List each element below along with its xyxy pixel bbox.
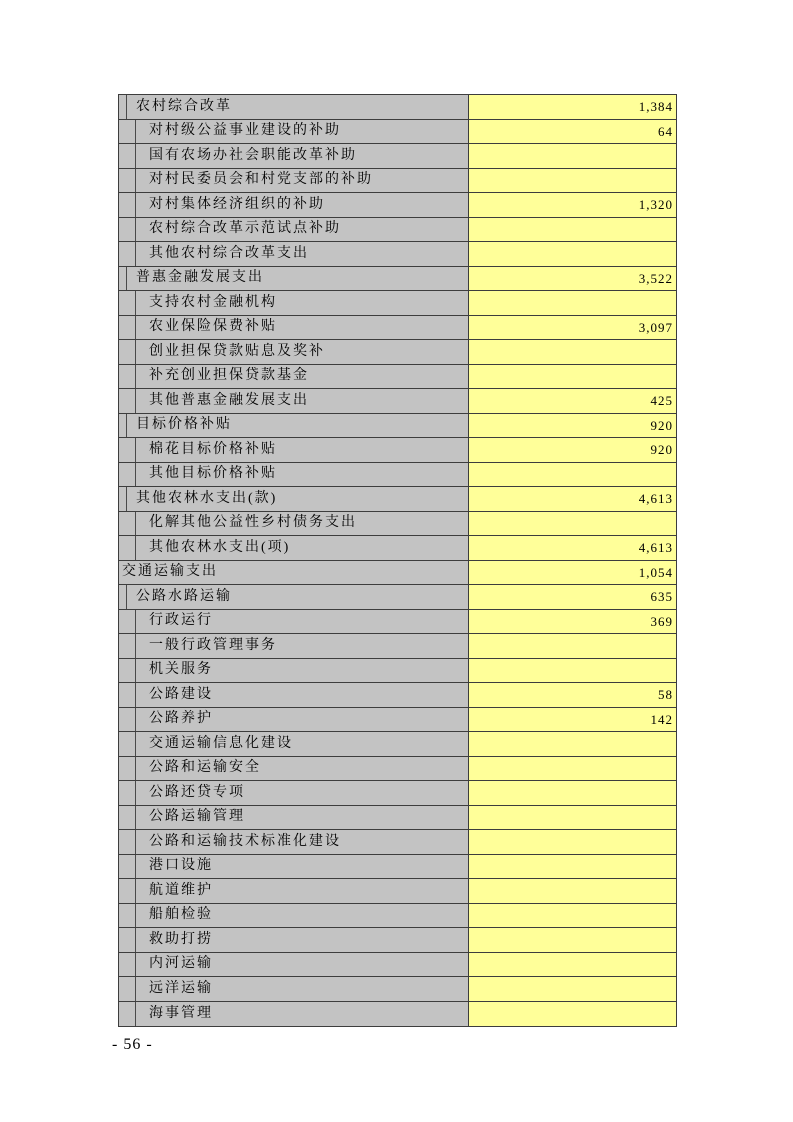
row-label-cell (119, 536, 469, 560)
indent-divider (119, 193, 136, 217)
row-label-cell (119, 585, 469, 609)
row-label-cell (119, 830, 469, 854)
indent-divider (119, 683, 136, 707)
row-label: 公路和运输安全 (149, 760, 261, 776)
indent-divider (119, 757, 136, 781)
table-row (119, 757, 676, 782)
row-value (469, 365, 676, 389)
row-value: 635 (469, 585, 676, 609)
row-value (469, 904, 676, 928)
row-label: 其他目标价格补贴 (149, 466, 277, 482)
row-label-cell (119, 169, 469, 193)
table-row (119, 438, 676, 463)
row-label-cell (119, 389, 469, 413)
row-label: 普惠金融发展支出 (136, 270, 264, 286)
indent-divider (119, 463, 136, 487)
indent-divider (119, 806, 136, 830)
row-label: 补充创业担保贷款基金 (149, 368, 309, 384)
row-label-cell (119, 977, 469, 1001)
indent-divider (119, 389, 136, 413)
row-label: 农村综合改革 (136, 98, 232, 114)
row-value: 920 (469, 438, 676, 462)
row-value: 4,613 (469, 487, 676, 511)
table-row (119, 193, 676, 218)
row-label: 对村集体经济组织的补助 (149, 196, 325, 212)
indent-divider (119, 438, 136, 462)
table-row (119, 585, 676, 610)
row-label-cell (119, 708, 469, 732)
table-row (119, 267, 676, 292)
row-label-cell (119, 757, 469, 781)
row-label: 化解其他公益性乡村债务支出 (149, 515, 357, 531)
row-label: 船舶检验 (149, 907, 213, 923)
row-label-cell (119, 218, 469, 242)
table-row (119, 928, 676, 953)
indent-divider (119, 953, 136, 977)
row-value (469, 1002, 676, 1027)
row-label: 对村级公益事业建设的补助 (149, 123, 341, 139)
row-label-cell (119, 365, 469, 389)
table-row (119, 953, 676, 978)
indent-divider (119, 340, 136, 364)
table-row (119, 561, 676, 586)
row-value: 142 (469, 708, 676, 732)
row-label-cell (119, 193, 469, 217)
indent-divider (119, 414, 127, 438)
row-value: 3,522 (469, 267, 676, 291)
table-row (119, 830, 676, 855)
row-label: 其他普惠金融发展支出 (149, 392, 309, 408)
row-label-cell (119, 610, 469, 634)
row-label: 支持农村金融机构 (149, 294, 277, 310)
row-label: 海事管理 (149, 1005, 213, 1021)
row-label-cell (119, 242, 469, 266)
row-label: 国有农场办社会职能改革补助 (149, 147, 357, 163)
table-row (119, 95, 676, 120)
row-label-cell (119, 438, 469, 462)
indent-divider (119, 242, 136, 266)
row-label-cell (119, 1002, 469, 1027)
indent-divider (119, 855, 136, 879)
table-row (119, 365, 676, 390)
row-value: 64 (469, 120, 676, 144)
row-value (469, 928, 676, 952)
row-label: 公路和运输技术标准化建设 (149, 833, 341, 849)
row-value (469, 977, 676, 1001)
row-label: 对村民委员会和村党支部的补助 (149, 172, 373, 188)
row-label-cell (119, 904, 469, 928)
indent-divider (119, 144, 136, 168)
row-label: 公路水路运输 (136, 588, 232, 604)
indent-divider (119, 585, 127, 609)
row-label: 交通运输支出 (122, 564, 218, 580)
row-label-cell (119, 732, 469, 756)
indent-divider (119, 610, 136, 634)
table-row (119, 120, 676, 145)
row-label-cell (119, 855, 469, 879)
table-row (119, 879, 676, 904)
row-value (469, 218, 676, 242)
row-label: 目标价格补贴 (136, 417, 232, 433)
table-row (119, 610, 676, 635)
budget-expenditure-table (118, 94, 677, 1027)
row-value: 425 (469, 389, 676, 413)
table-row (119, 806, 676, 831)
row-value (469, 291, 676, 315)
table-row (119, 634, 676, 659)
table-row (119, 144, 676, 169)
indent-divider (119, 830, 136, 854)
table-row (119, 340, 676, 365)
indent-divider (119, 120, 136, 144)
indent-divider (119, 95, 127, 119)
row-label: 航道维护 (149, 882, 213, 898)
row-label-cell (119, 659, 469, 683)
row-label-cell (119, 487, 469, 511)
row-value: 4,613 (469, 536, 676, 560)
row-value (469, 953, 676, 977)
row-value (469, 512, 676, 536)
table-row (119, 512, 676, 537)
table-row (119, 536, 676, 561)
row-label-cell (119, 928, 469, 952)
row-label: 远洋运输 (149, 980, 213, 996)
row-label-cell (119, 316, 469, 340)
row-label: 农村综合改革示范试点补助 (149, 221, 341, 237)
table-row (119, 1002, 676, 1027)
row-label: 公路养护 (149, 711, 213, 727)
indent-divider (119, 169, 136, 193)
row-label: 救助打捞 (149, 931, 213, 947)
row-label: 公路运输管理 (149, 809, 245, 825)
row-label: 公路还贷专项 (149, 784, 245, 800)
row-label-cell (119, 291, 469, 315)
table-row (119, 977, 676, 1002)
indent-divider (119, 512, 136, 536)
row-label-cell (119, 879, 469, 903)
indent-divider (119, 659, 136, 683)
table-row (119, 389, 676, 414)
row-value (469, 781, 676, 805)
row-label: 创业担保贷款贴息及奖补 (149, 343, 325, 359)
indent-divider (119, 487, 127, 511)
row-label: 公路建设 (149, 686, 213, 702)
indent-divider (119, 634, 136, 658)
row-value (469, 732, 676, 756)
table-row (119, 463, 676, 488)
row-value: 1,320 (469, 193, 676, 217)
row-value: 1,054 (469, 561, 676, 585)
row-value (469, 659, 676, 683)
row-label-cell (119, 561, 469, 585)
indent-divider (119, 928, 136, 952)
indent-divider (119, 1002, 136, 1027)
row-value (469, 634, 676, 658)
row-value (469, 830, 676, 854)
table-row (119, 708, 676, 733)
row-value (469, 757, 676, 781)
row-label: 机关服务 (149, 662, 213, 678)
row-label-cell (119, 340, 469, 364)
indent-divider (119, 316, 136, 340)
page-number: - 56 - (112, 1036, 153, 1053)
indent-divider (119, 977, 136, 1001)
row-label-cell (119, 781, 469, 805)
row-value (469, 463, 676, 487)
row-label: 棉花目标价格补贴 (149, 441, 277, 457)
indent-divider (119, 365, 136, 389)
row-value: 1,384 (469, 95, 676, 119)
table-row (119, 414, 676, 439)
table-row (119, 218, 676, 243)
table-row (119, 904, 676, 929)
row-label: 内河运输 (149, 956, 213, 972)
row-label-cell (119, 267, 469, 291)
table-row (119, 781, 676, 806)
indent-divider (119, 536, 136, 560)
row-label: 其他农林水支出(项) (149, 539, 291, 555)
indent-divider (119, 218, 136, 242)
indent-divider (119, 267, 127, 291)
row-value (469, 169, 676, 193)
row-label-cell (119, 512, 469, 536)
table-row (119, 242, 676, 267)
row-label-cell (119, 414, 469, 438)
row-label-cell (119, 634, 469, 658)
row-label-cell (119, 95, 469, 119)
table-row (119, 291, 676, 316)
row-label: 农业保险保费补贴 (149, 319, 277, 335)
table-row (119, 316, 676, 341)
row-label-cell (119, 463, 469, 487)
row-label-cell (119, 144, 469, 168)
row-label-cell (119, 806, 469, 830)
indent-divider (119, 904, 136, 928)
row-label-cell (119, 120, 469, 144)
row-value: 3,097 (469, 316, 676, 340)
table-row (119, 683, 676, 708)
indent-divider (119, 291, 136, 315)
row-value: 58 (469, 683, 676, 707)
row-label: 港口设施 (149, 858, 213, 874)
row-value: 369 (469, 610, 676, 634)
indent-divider (119, 781, 136, 805)
row-label-cell (119, 953, 469, 977)
row-value (469, 855, 676, 879)
table-row (119, 169, 676, 194)
row-label: 交通运输信息化建设 (149, 735, 293, 751)
table-row (119, 855, 676, 880)
indent-divider (119, 732, 136, 756)
row-value (469, 144, 676, 168)
table-row (119, 487, 676, 512)
indent-divider (119, 879, 136, 903)
row-value (469, 242, 676, 266)
row-value (469, 879, 676, 903)
row-label: 一般行政管理事务 (149, 637, 277, 653)
row-label-cell (119, 683, 469, 707)
indent-divider (119, 708, 136, 732)
table-row (119, 732, 676, 757)
row-value (469, 806, 676, 830)
row-label: 其他农村综合改革支出 (149, 245, 309, 261)
row-value (469, 340, 676, 364)
table-row (119, 659, 676, 684)
row-value: 920 (469, 414, 676, 438)
row-label: 行政运行 (149, 613, 213, 629)
row-label: 其他农林水支出(款) (136, 490, 278, 506)
